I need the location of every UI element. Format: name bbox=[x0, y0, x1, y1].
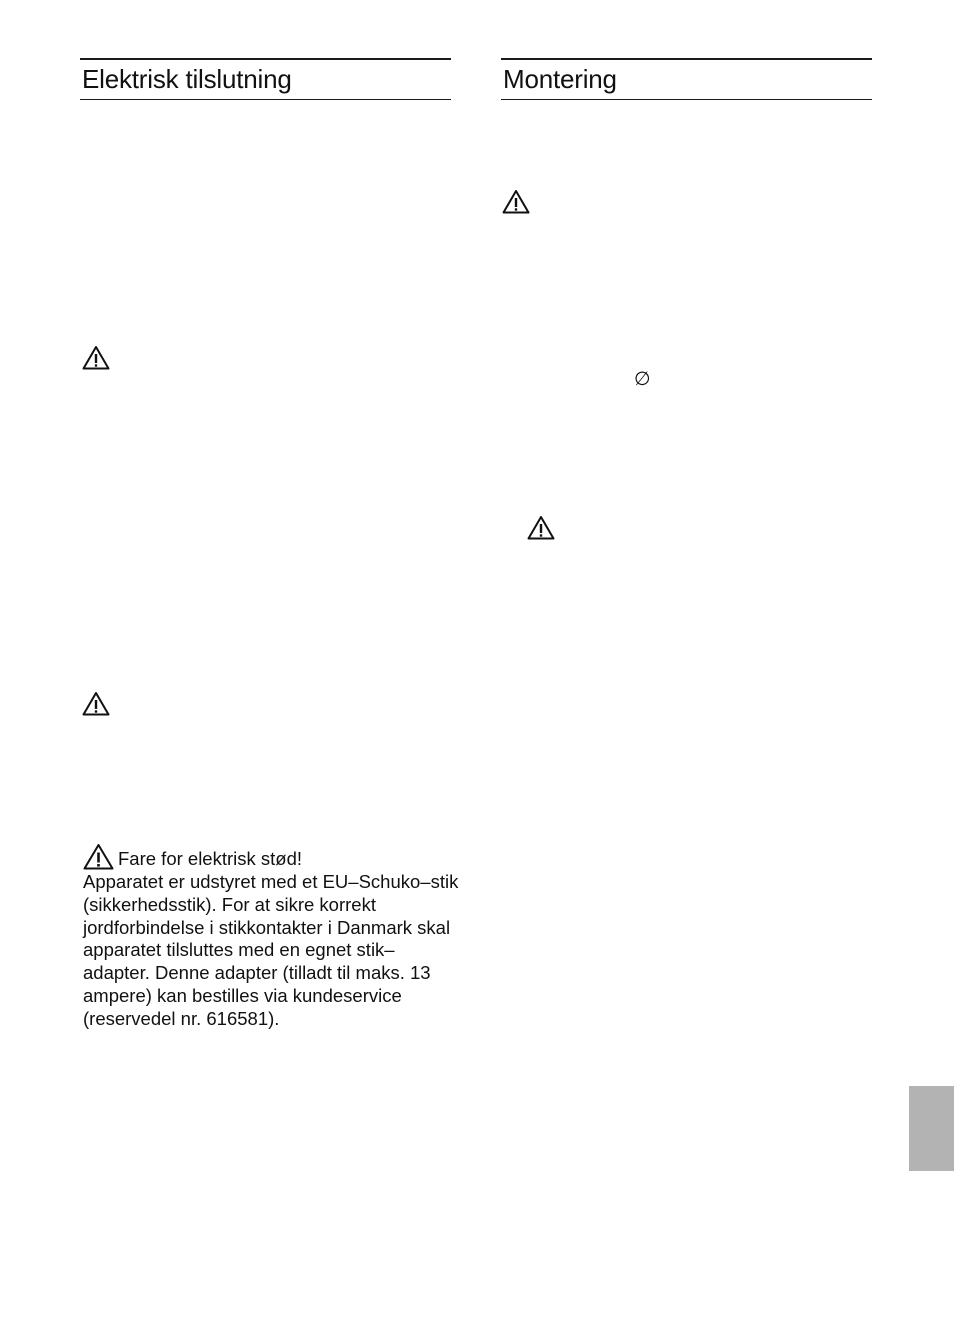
notice-title-row bbox=[83, 843, 461, 871]
left-section-header bbox=[80, 58, 451, 100]
notice-body: Apparatet er udstyret med et EU–Schuko–stik (sikkerhedsstik). For at sikre korrekt jordforbindelse i stikkontakter i Danmark skal apparatet tilsluttes med en egnet stik–adapter. Denne adapter (tilladt til maks. 13 ampere) kan bestilles via kundeservice (reservedel nr. 616581). bbox=[83, 871, 459, 1029]
section-title-installation: Montering bbox=[503, 64, 617, 94]
warning-triangle-icon bbox=[502, 189, 530, 215]
electric-shock-notice bbox=[83, 843, 461, 1031]
diameter-symbol: ∅ bbox=[634, 369, 651, 390]
warning-triangle-icon bbox=[82, 345, 110, 371]
right-section-header bbox=[501, 58, 872, 100]
section-title-electrical-connection: Elektrisk tilslutning bbox=[82, 64, 292, 94]
warning-triangle-icon bbox=[527, 515, 555, 541]
notice-title: Fare for elektrisk stød! bbox=[118, 848, 303, 870]
thumb-index-tab bbox=[909, 1086, 954, 1171]
warning-triangle-icon bbox=[82, 691, 110, 717]
warning-triangle-icon bbox=[83, 843, 114, 871]
